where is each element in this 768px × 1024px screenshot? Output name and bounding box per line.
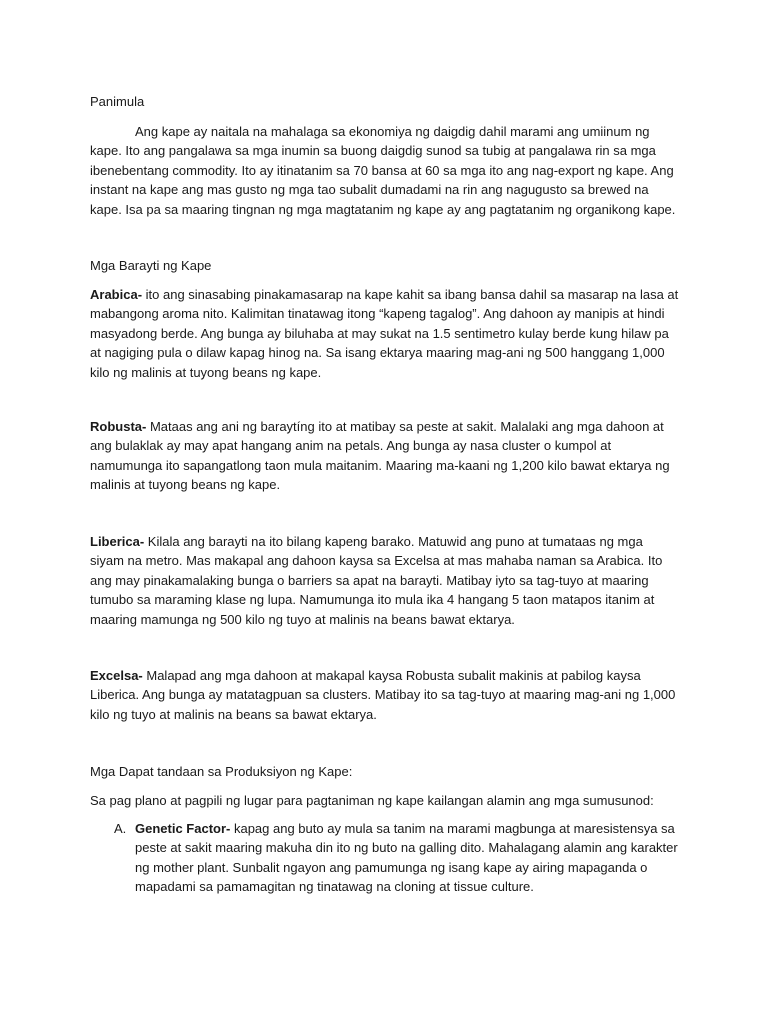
list-item-body bbox=[135, 819, 680, 897]
variety-arabica bbox=[90, 285, 680, 382]
variety-term: Liberica- bbox=[90, 534, 145, 549]
variety-excelsa bbox=[90, 666, 680, 724]
variety-text: Malapad ang mga dahoon at makapal kaysa Robusta subalit makinis at pabilog kaysa Liberica. Ang bunga ay matatagpuan sa clusters. Matibay ito sa tag-tuyo at maaring mag-ani ng 1,000 kilo ng tuyo at malinis na beans sa bawat ektarya. bbox=[90, 668, 676, 722]
variety-term: Arabica- bbox=[90, 287, 143, 302]
variety-liberica bbox=[90, 532, 680, 629]
intro-body: Ang kape ay naitala na mahalaga sa ekonomiya ng daigdig dahil marami ang umiinum ng kape. Ito ang pangalawa sa mga inumin sa buong daigdig sunod sa tubig at pangalawa rin sa mga ibenebentang commodity. Ito ay itinatanim sa 70 bansa at 60 sa mga ito ang nag-export ng kape. Ang instant na kape ang mas gusto ng mga tao subalit dumadami na rin ang nagugusto sa brewed na kape. Isa pa sa maaring tingnan ng mga magtatanim ng kape ay ang pagtatanim ng organikong kape. bbox=[90, 124, 676, 217]
list-marker: A. bbox=[114, 821, 127, 836]
variety-text: Mataas ang ani ng baraytíng ito at matibay sa peste at sakit. Malalaki ang mga dahoon at ang bulaklak ay may apat hangang anim na petals. Ang bunga ay nasa cluster o kumpol at namumunga ito sapangatlong taon mula maitanim. Maaring ma-kaani ng 1,200 kilo bawat ektarya ng malinis at tuyong beans ng kape. bbox=[90, 419, 670, 493]
variety-robusta bbox=[90, 417, 680, 495]
variety-text: ito ang sinasabing pinakamasarap na kape kahit sa ibang bansa dahil sa masarap na lasa at mabangong aroma nito. Kalimitan tinatawag itong “kapeng tagalog”. Ang dahoon ay manipis at hindi masyadong berde. Ang bunga ay biluhaba at may sukat na 1.5 sentimetro kulay berde kung hilaw pa at nagiging pula o dilaw kapag hinog na. Sa isang ektarya maaring mag-ani ng 500 hanggang 1,000 kilo ng malinis at tuyong beans ng kape. bbox=[90, 287, 679, 380]
variety-text: Kilala ang barayti na ito bilang kapeng barako. Matuwid ang puno at tumataas ng mga siyam na metro. Mas makapal ang dahoon kaysa sa Excelsa at mas mahaba naman sa Arabica. Ito ang may pinakamalaking bunga o barriers sa apat na barayti. Matibay iyto sa tag-tuyo at maaring tumubo sa maraming klase ng lupa. Namumunga ito mula ika 4 hangang 5 taon matapos itanim at maaring mamunga ng 500 kilo ng tuyo at malinis na beans bawat ektarya. bbox=[90, 534, 663, 627]
intro-heading: Panimula bbox=[90, 94, 145, 109]
production-heading: Mga Dapat tandaan sa Produksiyon ng Kape: bbox=[90, 764, 353, 779]
production-intro: Sa pag plano at pagpili ng lugar para pagtaniman ng kape kailangan alamin ang mga sumusunod: bbox=[90, 793, 654, 808]
varieties-heading: Mga Barayti ng Kape bbox=[90, 258, 212, 273]
variety-term: Excelsa- bbox=[90, 668, 143, 683]
intro-paragraph bbox=[90, 122, 680, 219]
list-item bbox=[90, 819, 680, 897]
list-item-text: kapag ang buto ay mula sa tanim na marami magbunga at maresistensya sa peste at sakit maaring makuha din ito ng buto na galling dito. Mahalagang alamin ang karakter ng mother plant. Sunbalit ngayon ang pamumunga ng isang kape ay airing mapaganda o mapadami sa pamamagitan ng tinatawag na cloning at tissue culture. bbox=[135, 821, 678, 895]
list-item-term: Genetic Factor- bbox=[135, 821, 231, 836]
variety-term: Robusta- bbox=[90, 419, 147, 434]
